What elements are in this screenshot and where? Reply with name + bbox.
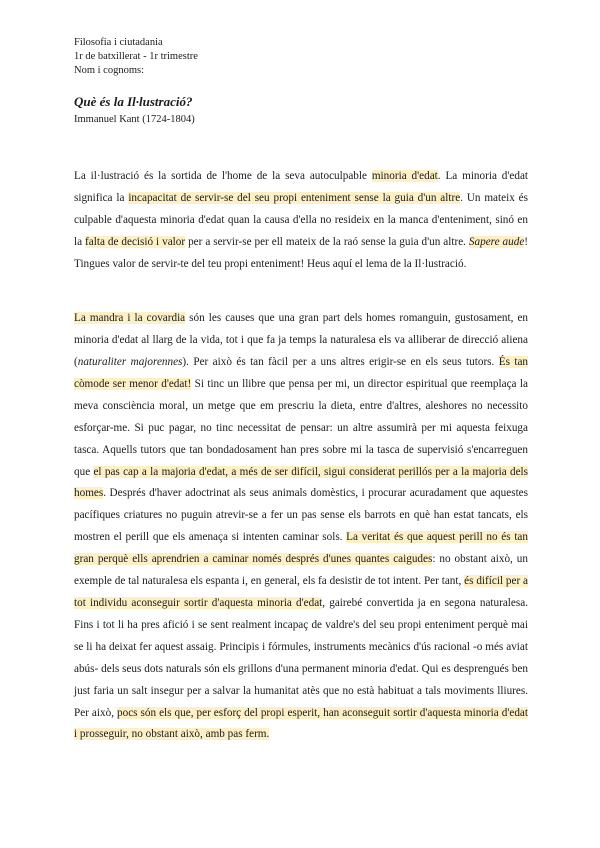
document-author: Immanuel Kant (1724-1804) xyxy=(74,114,195,125)
text-segment: : no obstant això, un exemple de tal naturalesa els espanta i, en general, els fa desistir de tot intent. Per tant, xyxy=(74,553,528,588)
text-segment: . Després d'haver adoctrinat als seus animals domèstics, i procurar acuradament que aquestes pacífiques criatures no puguin atrevir-se a fer un pas sense els barrots en què han estat tancats, els mostren el perill que els amenaça si intenten caminar sols. xyxy=(74,487,528,544)
text-segment: . La minoria d'edat significa la xyxy=(74,170,529,205)
highlighted-text: És tan còmode ser menor d'edat! xyxy=(74,356,528,390)
text-segment: per a servir-se per ell mateix de la raó sense la guia d'un altre. xyxy=(185,235,469,248)
subject-line: Filosofia i ciutadania xyxy=(74,37,163,48)
paragraph-2 xyxy=(74,308,528,746)
highlighted-text: el pas cap a la majoria d'edat, a més de ser difícil, sigui considerat perillós per a la majoria dels homes xyxy=(74,465,528,500)
document-header xyxy=(74,36,198,78)
text-segment: . Un mateix és culpable d'aquesta minoria d'edat quan la causa d'ella no resideix en la manca d'enteniment, sinó en la xyxy=(74,192,528,248)
highlighted-text: Sapere aude xyxy=(468,235,525,248)
text-segment: ! Tingues valor de servir-te del teu propi enteniment! Heus aquí el lema de la Il·lustració. xyxy=(74,235,529,270)
paragraph-1 xyxy=(74,166,528,276)
document-title: Què és la Il·lustració? xyxy=(74,94,193,109)
text-segment: La il·lustració és la sortida de l'home de la seva autoculpable xyxy=(74,170,372,183)
highlighted-text: minoria d'edat xyxy=(371,170,438,183)
highlighted-text: és difícil per a tot individu aconseguir sortir d'aquesta minoria d'edat xyxy=(74,575,528,609)
text-segment: Si tinc un llibre que pensa per mi, un director espiritual que reemplaça la meva consciència moral, un metge que em prescriu la dieta, entre d'altres, aleshores no necessito esforçar-me. Si puc pagar, no tinc necessitat de pensar: un altre assumirà per mi aquesta feixuga tasca. Aquells tutors que tan bondadosament han pres sobre mi la tasca de supervisió s'encarreguen que xyxy=(74,377,528,478)
course-line: 1r de batxillerat - 1r trimestre xyxy=(74,51,198,62)
highlighted-text: La mandra i la covardia xyxy=(74,312,186,325)
highlighted-text: falta de decisió i valor xyxy=(85,235,186,248)
highlighted-text: pocs són els que, per esforç del propi esperit, han aconseguit sortir d'aquesta minoria d'edat i prosseguir, no obstant això, amb pas ferm. xyxy=(74,706,528,741)
name-label: Nom i cognoms: xyxy=(74,65,144,76)
highlighted-text: incapacitat de servir-se del seu propi enteniment sense la guia d'un altre xyxy=(128,192,461,205)
text-segment: ). Per això és tan fàcil per a uns altres erigir-se en els seus tutors. xyxy=(182,356,499,368)
text-segment: són les causes que una gran part dels homes romanguin, gustosament, en minoria d'edat al llarg de la vida, tot i que fa ja temps la naturalesa els va alliberar de direcció aliena ( xyxy=(74,312,529,368)
highlighted-text: La veritat és que aquest perill no és tan gran perquè ells aprendrien a caminar només després d'unes quantes caigudes xyxy=(74,531,528,566)
text-segment: naturaliter majorennes xyxy=(77,356,183,368)
text-segment: , gairebé convertida ja en segona naturalesa. Fins i tot li ha pres afició i se sent realment incapaç de valdre's del seu propi enteniment perquè mai se li ha deixat fer aquest assaig. Principis i fórmules, instruments mecànics d'ús racional -o més aviat abús- dels seus dots naturals són els grillons d'una permanent minoria d'edat. Qui es desprengués ben just faria un salt insegur per a salvar la humanitat atès que no està habituat a tals moviments lliures. Per això, xyxy=(74,596,528,719)
